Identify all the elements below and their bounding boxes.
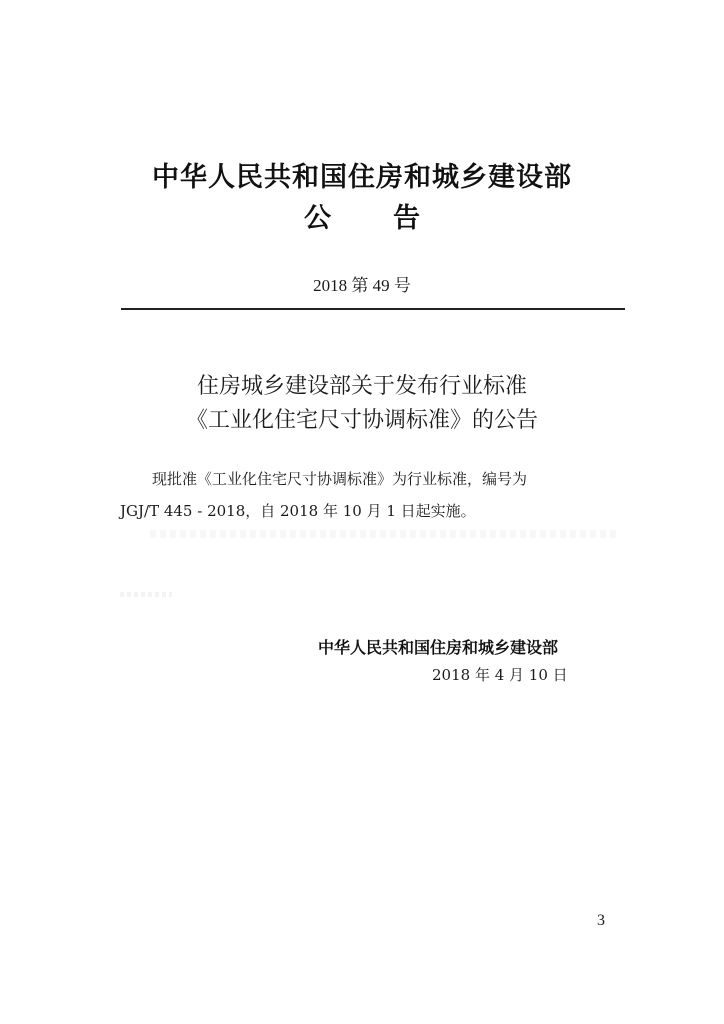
signing-date: 2018 年 4 月 10 日 [432, 666, 568, 684]
notice-heading: 公告 [304, 203, 482, 234]
faint-bleed-through-mark [120, 592, 172, 597]
body-paragraph-line-2: JGJ/T 445 - 2018，自 2018 年 10 月 1 日起实施。 [120, 502, 476, 520]
header-divider [121, 308, 625, 310]
ministry-heading: 中华人民共和国住房和城乡建设部 [152, 162, 572, 193]
announcement-title-line-2: 《工业化住宅尺寸协调标准》的公告 [185, 408, 538, 433]
document-number: 2018 第 49 号 [313, 276, 411, 295]
signing-organization: 中华人民共和国住房和城乡建设部 [318, 638, 559, 657]
page-number: 3 [597, 912, 605, 929]
announcement-title-line-1: 住房城乡建设部关于发布行业标准 [196, 374, 527, 399]
body-paragraph-line-1: 现批准《工业化住宅尺寸协调标准》为行业标准，编号为 [152, 470, 528, 488]
faint-bleed-through [150, 530, 620, 538]
